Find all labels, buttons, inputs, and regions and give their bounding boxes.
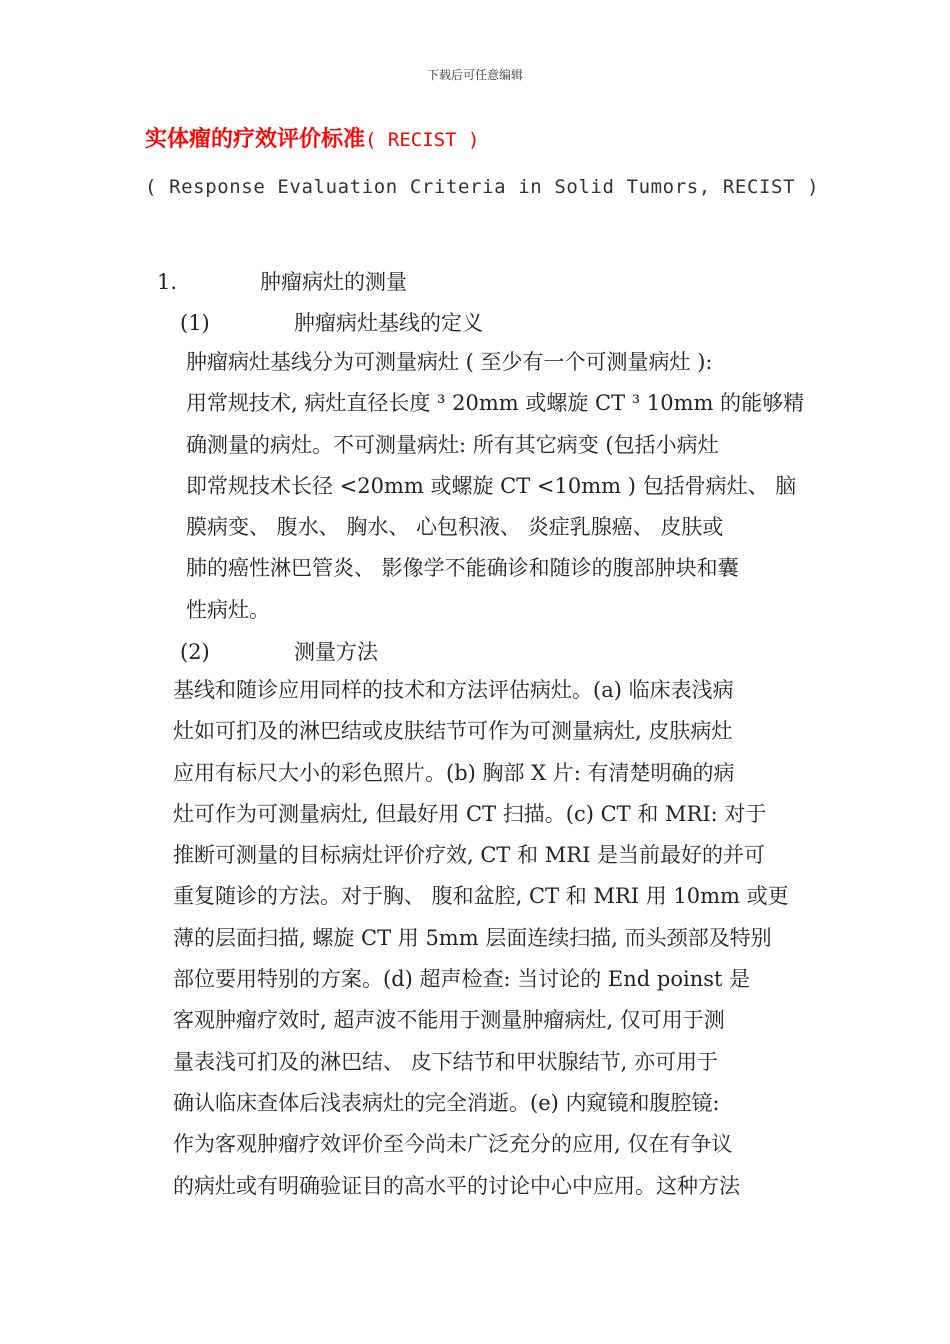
paragraph-line: 部位要用特别的方案。(d) 超声检查: 当讨论的 End poinst 是 bbox=[173, 967, 751, 992]
paragraph-line: 灶可作为可测量病灶, 但最好用 CT 扫描。(c) CT 和 MRI: 对于 bbox=[173, 801, 767, 826]
paragraph-line: 的病灶或有明确验证目的高水平的讨论中心中应用。这种方法 bbox=[173, 1173, 740, 1198]
subsection-1-title: 肿瘤病灶基线的定义 bbox=[294, 311, 483, 335]
paragraph-line: 性病灶。 bbox=[186, 597, 270, 622]
section-1-number: 1. bbox=[157, 270, 178, 294]
title-english: ( RECIST ) bbox=[365, 129, 480, 151]
subsection-1-heading bbox=[180, 307, 483, 337]
paragraph-line: 重复随诊的方法。对于胸、 腹和盆腔, CT 和 MRI 用 10mm 或更 bbox=[173, 884, 789, 909]
subsection-2-number: (2) bbox=[180, 640, 210, 664]
paragraph-line: 确认临床查体后浅表病灶的完全消逝。(e) 内窥镜和腹腔镜: bbox=[173, 1090, 720, 1115]
subsection-2-heading bbox=[180, 636, 378, 666]
document-title bbox=[145, 122, 479, 153]
subsection-1-number: (1) bbox=[180, 311, 210, 335]
section-1-title: 肿瘤病灶的测量 bbox=[260, 270, 407, 294]
title-chinese: 实体瘤的疗效评价标准 bbox=[145, 127, 366, 152]
paragraph-line: 推断可测量的目标病灶评价疗效, CT 和 MRI 是当前最好的并可 bbox=[173, 843, 766, 868]
paragraph-line: 薄的层面扫描, 螺旋 CT 用 5mm 层面连续扫描, 而头颈部及特别 bbox=[173, 925, 772, 950]
paragraph-line: 确测量的病灶。不可测量病灶: 所有其它病变 (包括小病灶 bbox=[186, 432, 719, 457]
subsection-1-paragraph bbox=[186, 342, 804, 631]
paragraph-line: 肺的癌性淋巴管炎、 影像学不能确诊和随诊的腹部肿块和囊 bbox=[186, 556, 739, 581]
paragraph-line: 即常规技术长径 <20mm 或螺旋 CT <10mm ) 包括骨病灶、 脑 bbox=[186, 473, 797, 498]
page-header-note: 下载后可任意编辑 bbox=[426, 68, 523, 82]
document-subtitle: ( Response Evaluation Criteria in Solid Tumors, RECIST ) bbox=[145, 176, 820, 198]
section-1-heading bbox=[157, 266, 407, 296]
paragraph-line: 膜病变、 腹水、 胸水、 心包积液、 炎症乳腺癌、 皮肤或 bbox=[186, 515, 724, 540]
paragraph-line: 量表浅可扪及的淋巴结、 皮下结节和甲状腺结节, 亦可用于 bbox=[173, 1049, 719, 1074]
paragraph-line: 肿瘤病灶基线分为可测量病灶 ( 至少有一个可测量病灶 ): bbox=[186, 350, 713, 374]
paragraph-line: 基线和随诊应用同样的技术和方法评估病灶。(a) 临床表浅病 bbox=[173, 678, 734, 702]
paragraph-line: 灶如可扪及的淋巴结或皮肤结节可作为可测量病灶, 皮肤病灶 bbox=[173, 719, 733, 744]
paragraph-line: 作为客观肿瘤疗效评价至今尚未广泛充分的应用, 仅在有争议 bbox=[173, 1132, 733, 1157]
paragraph-line: 用常规技术, 病灶直径长度 ³ 20mm 或螺旋 CT ³ 10mm 的能够精 bbox=[186, 391, 805, 416]
subsection-2-paragraph bbox=[173, 670, 789, 1207]
paragraph-line: 应用有标尺大小的彩色照片。(b) 胸部 X 片: 有清楚明确的病 bbox=[173, 760, 735, 785]
paragraph-line: 客观肿瘤疗效时, 超声波不能用于测量肿瘤病灶, 仅可用于测 bbox=[173, 1008, 725, 1033]
subsection-2-title: 测量方法 bbox=[294, 640, 378, 664]
